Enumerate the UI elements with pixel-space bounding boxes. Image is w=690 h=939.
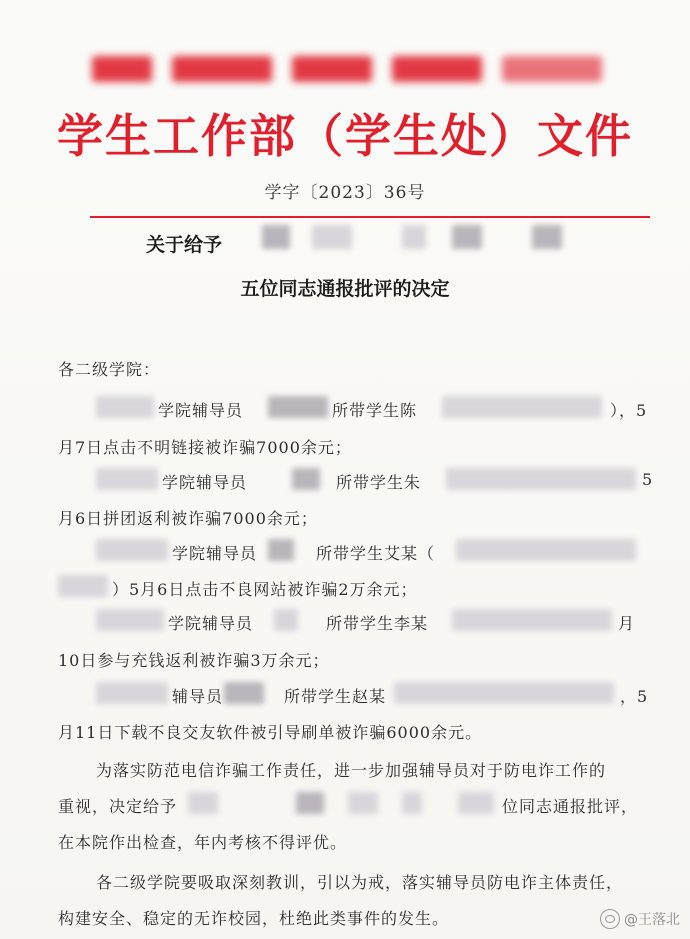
document-number: 学字〔2023〕36号	[264, 183, 426, 203]
document-title: 学生工作部（学生处）文件	[57, 109, 633, 163]
item-1-line-a: 学院辅导员 所带学生陈 ），5	[96, 398, 656, 420]
watermark-text: @王落北	[624, 912, 680, 928]
item-3-line-a: 学院辅导员 所带学生艾某（	[96, 541, 656, 563]
redacted-header	[92, 48, 612, 88]
closing-line-b: 构建安全、稳定的无诈校园，杜绝此类事件的发生。	[58, 909, 450, 928]
item-4-line-b: 10日参与充钱返利被诈骗3万余元；	[58, 651, 330, 670]
decision-line-c: 在本院作出检查，年内考核不得评优。	[58, 833, 348, 852]
weibo-watermark	[600, 909, 680, 929]
closing-line-a: 各二级学院要吸取深刻教训，引以为戒，落实辅导员防电诈主体责任，	[96, 873, 624, 892]
weibo-icon	[600, 909, 620, 929]
red-divider	[90, 216, 650, 218]
item-5-line-b: 月11日下载不良交友软件被引导刷单被诈骗6000余元。	[58, 723, 483, 742]
item-2-line-a: 学院辅导员 所带学生朱 5	[96, 470, 656, 492]
item-3-line-b: ）5月6日点击不良网站被诈骗2万余元；	[58, 577, 658, 599]
subject-title: 五位同志通报批评的决定	[240, 278, 450, 300]
item-1-line-b: 月7日点击不明链接被诈骗7000余元；	[58, 438, 352, 457]
item-5-line-a: 辅导员 所带学生赵某 ，5	[96, 684, 656, 706]
decision-line-a: 为落实防范电信诈骗工作责任，进一步加强辅导员对于防电诈工作的	[96, 761, 607, 780]
subject-prefix: 关于给予	[146, 234, 223, 256]
item-2-line-b: 月6日拼团返利被诈骗7000余元；	[58, 509, 318, 528]
item-4-line-a: 学院辅导员 所带学生李某 月	[96, 611, 656, 633]
decision-line-b: 重视，决定给予 位同志通报批评，	[58, 794, 658, 816]
salutation: 各二级学院：	[58, 360, 161, 379]
redacted-names	[262, 222, 592, 252]
